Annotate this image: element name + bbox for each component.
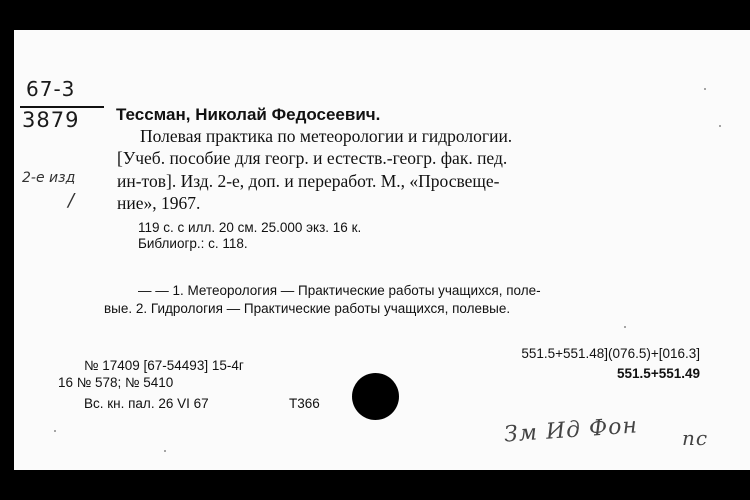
card-punch-hole: [352, 373, 399, 420]
subject-headings-line-2: вые. 2. Гидрология — Практические работы учащихся, полевые.: [104, 301, 511, 316]
catalog-card: [14, 30, 750, 470]
handwritten-edition-note: 2-е изд: [22, 170, 76, 186]
scan-speck: [719, 125, 721, 127]
handwritten-signature: Зм Ид Фон: [503, 413, 639, 448]
scan-speck: [624, 326, 626, 328]
physical-description: 119 с. с илл. 20 см. 25.000 экз. 16 к.: [138, 220, 362, 235]
scan-speck: [164, 450, 166, 452]
handwritten-mark: /: [68, 190, 75, 211]
registration-number: № 17409 [67-54493] 15-4г: [84, 358, 244, 373]
author-heading: Тессман, Николай Федосеевич.: [116, 105, 381, 124]
card-numbers: 16 № 578; № 5410: [58, 375, 174, 390]
bbk-classification: 551.5+551.49: [617, 366, 700, 381]
udc-classification: 551.5+551.48](076.5)+[016.3]: [521, 346, 700, 361]
title-line-2: [Учеб. пособие для геогр. и естеств.-геогр. фак. пед.: [117, 148, 508, 168]
title-line-3: ин-тов]. Изд. 2-е, доп. и переработ. М., «Просвеще-: [117, 171, 500, 191]
call-number-bottom: 3879: [22, 108, 80, 132]
title-line-1: Полевая практика по метеорологии и гидрологии.: [140, 126, 513, 146]
chamber-date: Вс. кн. пал. 26 VI 67: [84, 396, 209, 411]
title-line-4: ние», 1967.: [117, 193, 201, 213]
scan-speck: [54, 430, 56, 432]
subject-headings-line-1: — — 1. Метеорология — Практические работы учащихся, поле-: [138, 283, 541, 298]
call-number-top: 67-3: [26, 77, 76, 101]
handwritten-signature-tail: пс: [682, 426, 709, 450]
bibliography-note: Библиогр.: с. 118.: [138, 236, 248, 251]
print-code: Т366: [289, 396, 320, 411]
scan-speck: [704, 88, 706, 90]
